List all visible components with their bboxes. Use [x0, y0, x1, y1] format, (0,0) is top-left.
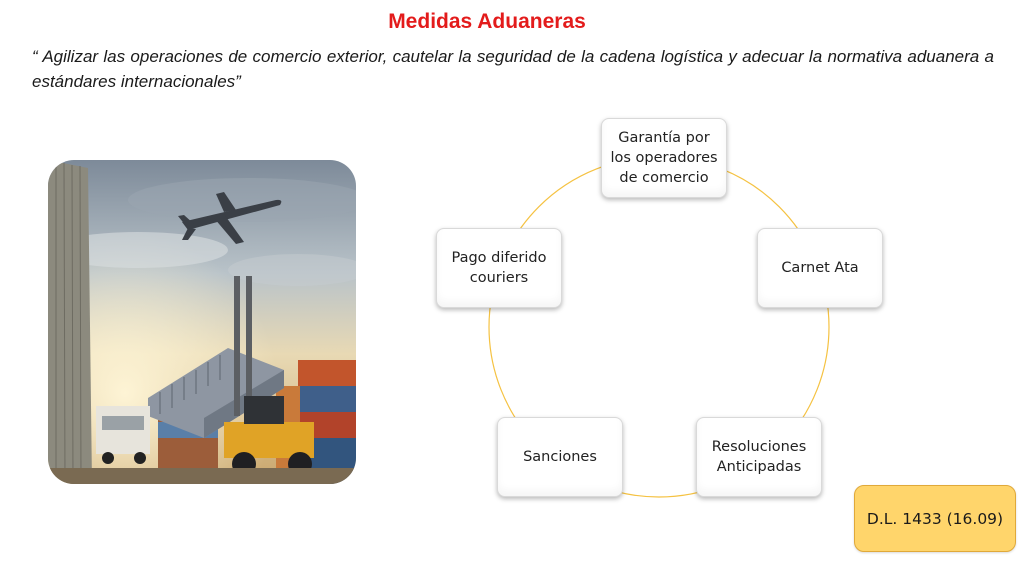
slide-quote: “ Agilizar las operaciones de comercio exterior, cautelar la seguridad de la cadena logística y adecuar la normativa aduanera a estándares internacionales”: [32, 47, 994, 91]
page-title: Medidas Aduaneras: [388, 10, 586, 33]
decree-badge: D.L. 1433 (16.09): [854, 485, 1016, 552]
cycle-node-resoluciones: Resoluciones Anticipadas: [696, 417, 822, 497]
cycle-node-carnet-ata: Carnet Ata: [757, 228, 883, 308]
cycle-node-garantia: Garantía por los operadores de comercio: [601, 118, 727, 198]
cycle-node-pago-diferido: Pago diferido couriers: [436, 228, 562, 308]
logistics-photo: [48, 160, 356, 484]
cycle-node-sanciones: Sanciones: [497, 417, 623, 497]
